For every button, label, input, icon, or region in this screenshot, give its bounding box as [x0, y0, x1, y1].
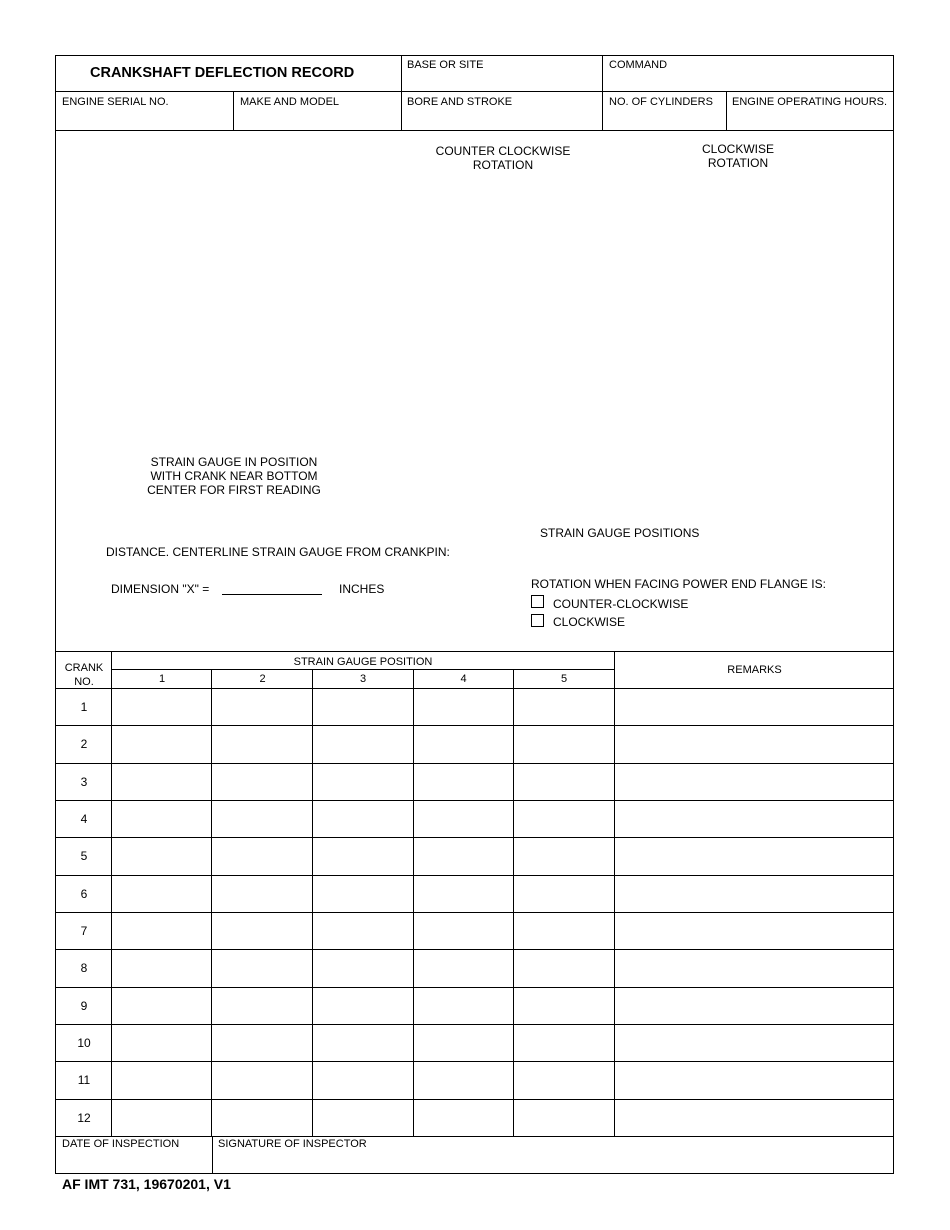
- date-of-inspection-field[interactable]: [57, 1152, 210, 1172]
- crank-number: 7: [80, 924, 88, 938]
- command-field[interactable]: [604, 74, 892, 91]
- crank-number: 11: [77, 1073, 91, 1087]
- crank-number: 6: [80, 887, 88, 901]
- reading-cell-position-1[interactable]: [112, 689, 211, 724]
- reading-cell-position-3[interactable]: [313, 1100, 412, 1135]
- clockwise-option-label: CLOCKWISE: [553, 615, 626, 629]
- reading-cell-position-3[interactable]: [313, 801, 412, 836]
- crank-number: 4: [80, 812, 88, 826]
- reading-cell-position-1[interactable]: [112, 988, 211, 1023]
- reading-cell-position-2[interactable]: [212, 689, 312, 724]
- remarks-cell[interactable]: [615, 988, 893, 1023]
- reading-cell-position-5[interactable]: [514, 1100, 613, 1135]
- remarks-cell[interactable]: [615, 876, 893, 911]
- no-of-cylinders-label: NO. OF CYLINDERS: [609, 96, 713, 108]
- form-id: AF IMT 731, 19670201, V1: [62, 1176, 231, 1192]
- reading-cell-position-2[interactable]: [212, 726, 312, 761]
- reading-cell-position-4[interactable]: [414, 1100, 513, 1135]
- reading-cell-position-2[interactable]: [212, 1025, 312, 1060]
- reading-cell-position-4[interactable]: [414, 876, 513, 911]
- reading-cell-position-5[interactable]: [514, 950, 613, 985]
- reading-cell-position-5[interactable]: [514, 801, 613, 836]
- reading-cell-position-4[interactable]: [414, 1062, 513, 1097]
- remarks-header: REMARKS: [727, 664, 782, 676]
- engine-operating-hours-field[interactable]: [728, 110, 892, 128]
- reading-cell-position-3[interactable]: [313, 950, 412, 985]
- reading-cell-position-5[interactable]: [514, 913, 613, 948]
- form-title: CRANKSHAFT DEFLECTION RECORD: [90, 65, 355, 81]
- reading-cell-position-2[interactable]: [212, 764, 312, 799]
- reading-cell-position-3[interactable]: [313, 764, 412, 799]
- reading-cell-position-1[interactable]: [112, 764, 211, 799]
- distance-label: DISTANCE. CENTERLINE STRAIN GAUGE FROM CRANKPIN:: [106, 545, 450, 559]
- remarks-cell[interactable]: [615, 726, 893, 761]
- reading-cell-position-2[interactable]: [212, 913, 312, 948]
- engine-serial-no-field[interactable]: [57, 110, 231, 128]
- bore-and-stroke-field[interactable]: [403, 110, 600, 128]
- make-and-model-field[interactable]: [235, 110, 399, 128]
- reading-cell-position-2[interactable]: [212, 801, 312, 836]
- dimension-x-input[interactable]: [222, 580, 322, 595]
- strain-gauge-positions-caption: STRAIN GAUGE POSITIONS: [540, 526, 700, 540]
- reading-cell-position-3[interactable]: [313, 876, 412, 911]
- reading-cell-position-5[interactable]: [514, 876, 613, 911]
- remarks-cell[interactable]: [615, 1025, 893, 1060]
- reading-cell-position-3[interactable]: [313, 913, 412, 948]
- crank-number: 8: [80, 961, 88, 975]
- reading-cell-position-2[interactable]: [212, 988, 312, 1023]
- remarks-cell[interactable]: [615, 764, 893, 799]
- reading-cell-position-5[interactable]: [514, 988, 613, 1023]
- reading-cell-position-4[interactable]: [414, 801, 513, 836]
- ccw-rotation-caption: COUNTER CLOCKWISE ROTATION: [435, 144, 571, 172]
- crank-number: 5: [80, 849, 88, 863]
- command-label: COMMAND: [609, 59, 668, 71]
- reading-cell-position-1[interactable]: [112, 801, 211, 836]
- crank-number: 9: [80, 999, 88, 1013]
- reading-cell-position-3[interactable]: [313, 1062, 412, 1097]
- reading-cell-position-3[interactable]: [313, 726, 412, 761]
- reading-cell-position-3[interactable]: [313, 1025, 412, 1060]
- reading-cell-position-4[interactable]: [414, 950, 513, 985]
- crank-number: 3: [80, 775, 88, 789]
- crank-number: 2: [80, 737, 88, 751]
- reading-cell-position-5[interactable]: [514, 838, 613, 873]
- cw-rotation-caption: CLOCKWISE ROTATION: [701, 142, 774, 170]
- date-of-inspection-label: DATE OF INSPECTION: [62, 1138, 180, 1150]
- reading-cell-position-1[interactable]: [112, 726, 211, 761]
- crank-no-header: CRANK NO.: [64, 662, 104, 688]
- reading-cell-position-3[interactable]: [313, 689, 412, 724]
- reading-cell-position-2[interactable]: [212, 838, 312, 873]
- reading-cell-position-2[interactable]: [212, 1062, 312, 1097]
- bore-and-stroke-label: BORE AND STROKE: [407, 96, 513, 108]
- reading-cell-position-2[interactable]: [212, 876, 312, 911]
- crank-number: 12: [77, 1111, 91, 1125]
- remarks-cell[interactable]: [615, 838, 893, 873]
- reading-cell-position-1[interactable]: [112, 1025, 211, 1060]
- remarks-cell[interactable]: [615, 1062, 893, 1097]
- reading-cell-position-1[interactable]: [112, 1100, 211, 1135]
- rotation-question: ROTATION WHEN FACING POWER END FLANGE IS:: [531, 577, 826, 591]
- reading-cell-position-5[interactable]: [514, 764, 613, 799]
- reading-cell-position-1[interactable]: [112, 913, 211, 948]
- reading-cell-position-2[interactable]: [212, 1100, 312, 1135]
- reading-cell-position-4[interactable]: [414, 913, 513, 948]
- crank-number: 1: [80, 700, 88, 714]
- position-5-header: 5: [560, 673, 568, 685]
- reading-cell-position-4[interactable]: [414, 726, 513, 761]
- strain-gauge-first-reading-caption: STRAIN GAUGE IN POSITION WITH CRANK NEAR BOTTOM CENTER FOR FIRST READING: [147, 455, 321, 497]
- signature-of-inspector-label: SIGNATURE OF INSPECTOR: [218, 1138, 367, 1150]
- reading-cell-position-2[interactable]: [212, 950, 312, 985]
- crank-number: 10: [77, 1036, 91, 1050]
- reading-cell-position-5[interactable]: [514, 726, 613, 761]
- counter-clockwise-checkbox[interactable]: [531, 595, 544, 608]
- position-2-header: 2: [259, 673, 266, 685]
- position-1-header: 1: [158, 673, 166, 685]
- position-3-header: 3: [359, 673, 367, 685]
- strain-gauge-position-header: STRAIN GAUGE POSITION: [293, 656, 433, 668]
- make-and-model-label: MAKE AND MODEL: [240, 96, 340, 108]
- engine-serial-no-label: ENGINE SERIAL NO.: [62, 96, 169, 108]
- reading-cell-position-1[interactable]: [112, 950, 211, 985]
- reading-cell-position-4[interactable]: [414, 764, 513, 799]
- reading-cell-position-1[interactable]: [112, 1062, 211, 1097]
- base-or-site-field[interactable]: [403, 74, 600, 91]
- reading-cell-position-4[interactable]: [414, 1025, 513, 1060]
- no-of-cylinders-field[interactable]: [604, 110, 724, 128]
- reading-cell-position-1[interactable]: [112, 838, 211, 873]
- inches-label: INCHES: [339, 582, 385, 596]
- reading-cell-position-3[interactable]: [313, 838, 412, 873]
- remarks-cell[interactable]: [615, 689, 893, 724]
- reading-cell-position-4[interactable]: [414, 689, 513, 724]
- reading-cell-position-4[interactable]: [414, 988, 513, 1023]
- engine-operating-hours-label: ENGINE OPERATING HOURS.: [732, 96, 888, 108]
- position-4-header: 4: [460, 673, 467, 685]
- remarks-cell[interactable]: [615, 801, 893, 836]
- reading-cell-position-5[interactable]: [514, 689, 613, 724]
- counter-clockwise-option-label: COUNTER-CLOCKWISE: [553, 597, 689, 611]
- reading-cell-position-1[interactable]: [112, 876, 211, 911]
- reading-cell-position-5[interactable]: [514, 1062, 613, 1097]
- reading-cell-position-3[interactable]: [313, 988, 412, 1023]
- remarks-cell[interactable]: [615, 913, 893, 948]
- reading-cell-position-4[interactable]: [414, 838, 513, 873]
- dimension-x-label: DIMENSION "X" =: [111, 582, 210, 596]
- signature-of-inspector-field[interactable]: [214, 1152, 892, 1172]
- reading-cell-position-5[interactable]: [514, 1025, 613, 1060]
- remarks-cell[interactable]: [615, 1100, 893, 1135]
- remarks-cell[interactable]: [615, 950, 893, 985]
- base-or-site-label: BASE OR SITE: [407, 59, 484, 71]
- clockwise-checkbox[interactable]: [531, 614, 544, 627]
